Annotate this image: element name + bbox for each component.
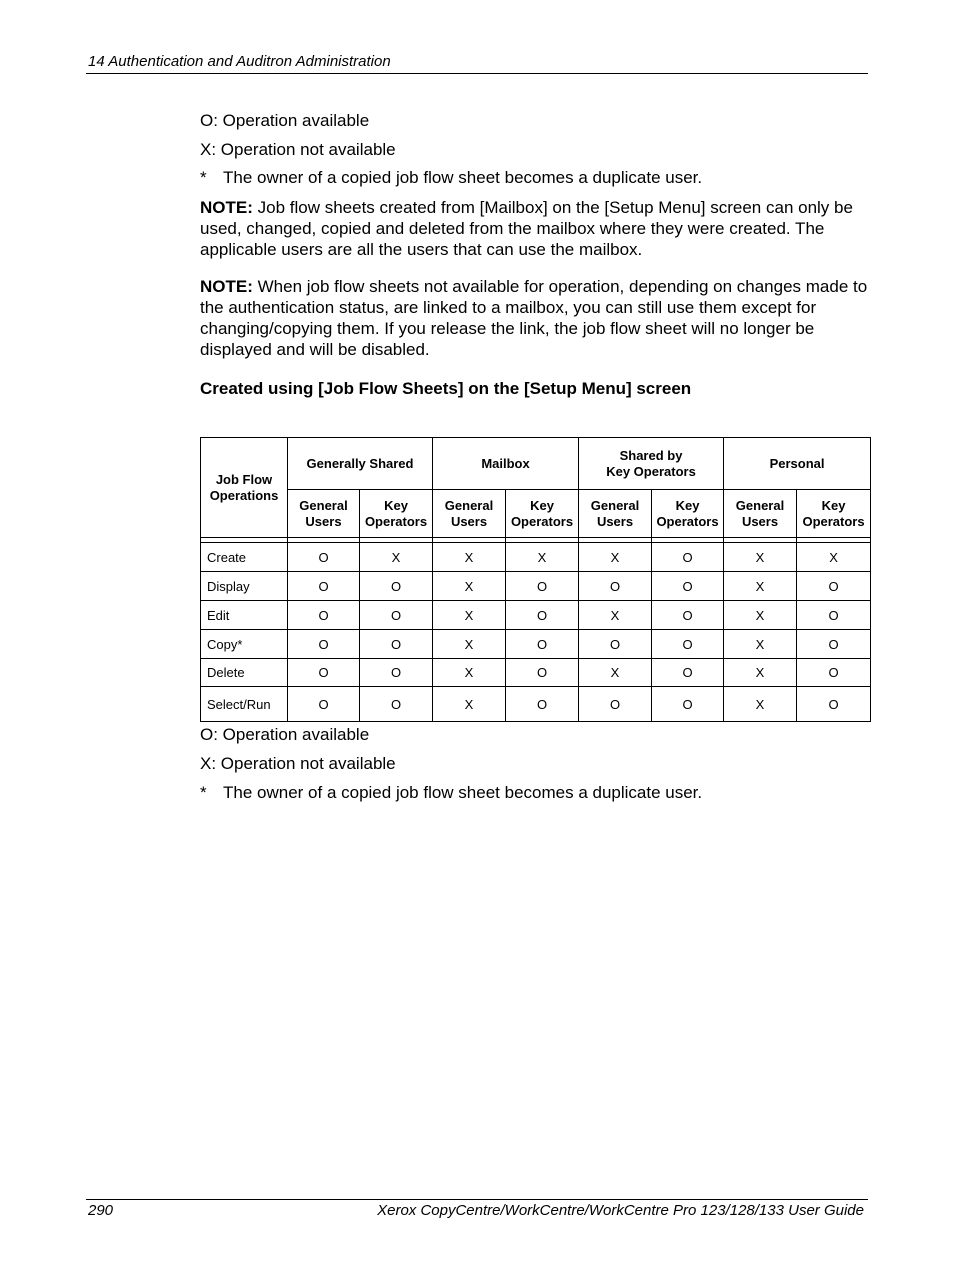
- permission-cell: X: [724, 659, 797, 687]
- legend-available: O: Operation available: [200, 111, 370, 130]
- permission-cell: O: [288, 601, 360, 630]
- note-text: Job flow sheets created from [Mailbox] on the [Setup Menu] screen can only be used, changed, copied and deleted from the mailbox where they were created. The applicable users are all the users that can use the mailbox.: [200, 198, 853, 259]
- header-shared-by-key-operators: Shared by Key Operators: [579, 438, 724, 490]
- header-mailbox: Mailbox: [433, 438, 579, 490]
- table-row: [201, 543, 871, 572]
- row-label: Edit: [201, 601, 288, 630]
- subheader-key-operators: Key Operators: [652, 490, 724, 538]
- legend-star: *: [200, 168, 207, 187]
- note-label: NOTE:: [200, 277, 253, 296]
- permission-cell: X: [579, 601, 652, 630]
- permission-cell: O: [360, 601, 433, 630]
- permission-cell: X: [433, 572, 506, 601]
- note-label: NOTE:: [200, 198, 253, 217]
- permission-cell: X: [724, 572, 797, 601]
- permission-cell: O: [506, 572, 579, 601]
- permission-cell: O: [360, 659, 433, 687]
- permission-cell: O: [797, 572, 871, 601]
- permission-cell: O: [506, 601, 579, 630]
- permission-cell: O: [360, 630, 433, 659]
- permission-cell: X: [797, 543, 871, 572]
- permission-cell: O: [288, 659, 360, 687]
- subheader-key-operators: Key Operators: [506, 490, 579, 538]
- subheader-general-users: General Users: [579, 490, 652, 538]
- note-mailbox: [200, 197, 870, 260]
- permission-cell: O: [652, 687, 724, 722]
- permission-cell: O: [652, 601, 724, 630]
- table-row: [201, 630, 871, 659]
- permission-cell: X: [506, 543, 579, 572]
- permission-cell: O: [506, 659, 579, 687]
- permission-cell: O: [506, 630, 579, 659]
- permission-cell: O: [797, 687, 871, 722]
- header-rule: [86, 73, 868, 74]
- page-number: 290: [88, 1202, 114, 1219]
- permission-cell: O: [288, 543, 360, 572]
- permission-cell: O: [579, 572, 652, 601]
- header-personal: Personal: [724, 438, 871, 490]
- table-row: [201, 601, 871, 630]
- table-row: [201, 687, 871, 722]
- permission-cell: O: [652, 543, 724, 572]
- permission-cell: O: [652, 630, 724, 659]
- subheader-general-users: General Users: [288, 490, 360, 538]
- permission-cell: X: [433, 630, 506, 659]
- permission-cell: O: [288, 687, 360, 722]
- note-authentication: [200, 276, 870, 360]
- footer-rule: [86, 1199, 868, 1200]
- permission-cell: O: [652, 572, 724, 601]
- permission-cell: X: [724, 687, 797, 722]
- table-body: [201, 543, 871, 722]
- permission-cell: O: [797, 659, 871, 687]
- row-label: Display: [201, 572, 288, 601]
- header-job-flow-operations: Job Flow Operations: [201, 438, 288, 538]
- permission-cell: O: [652, 659, 724, 687]
- permission-cell: X: [724, 543, 797, 572]
- section-title: Created using [Job Flow Sheets] on the [Setup Menu] screen: [200, 379, 692, 398]
- permission-cell: X: [579, 543, 652, 572]
- row-label: Select/Run: [201, 687, 288, 722]
- permission-cell: O: [579, 687, 652, 722]
- legend-duplicate-user: The owner of a copied job flow sheet becomes a duplicate user.: [223, 783, 703, 802]
- table-row: [201, 572, 871, 601]
- legend-star: *: [200, 783, 207, 802]
- permission-cell: X: [360, 543, 433, 572]
- guide-title: Xerox CopyCentre/WorkCentre/WorkCentre Pro 123/128/133 User Guide: [377, 1202, 864, 1219]
- legend-not-available: X: Operation not available: [200, 140, 396, 159]
- note-text: When job flow sheets not available for operation, depending on changes made to the authentication status, are linked to a mailbox, you can still use them except for changing/copying them. If you release the link, the job flow sheet will no longer be displayed and will be disabled.: [200, 277, 868, 359]
- permission-cell: O: [288, 630, 360, 659]
- row-label: Copy*: [201, 630, 288, 659]
- permission-cell: X: [433, 687, 506, 722]
- permission-cell: X: [433, 543, 506, 572]
- legend-not-available: X: Operation not available: [200, 754, 396, 773]
- subheader-general-users: General Users: [433, 490, 506, 538]
- permission-cell: X: [579, 659, 652, 687]
- row-label: Create: [201, 543, 288, 572]
- permission-cell: O: [360, 572, 433, 601]
- row-label: Delete: [201, 659, 288, 687]
- permission-cell: X: [724, 601, 797, 630]
- subheader-general-users: General Users: [724, 490, 797, 538]
- permission-cell: X: [433, 601, 506, 630]
- permission-cell: O: [797, 630, 871, 659]
- legend-available: O: Operation available: [200, 725, 370, 744]
- permission-cell: O: [288, 572, 360, 601]
- permission-cell: O: [506, 687, 579, 722]
- permission-cell: O: [579, 630, 652, 659]
- subheader-key-operators: Key Operators: [797, 490, 871, 538]
- legend-duplicate-user: The owner of a copied job flow sheet becomes a duplicate user.: [223, 168, 703, 187]
- permission-cell: X: [433, 659, 506, 687]
- header-generally-shared: Generally Shared: [288, 438, 433, 490]
- permission-cell: O: [360, 687, 433, 722]
- permission-cell: X: [724, 630, 797, 659]
- permission-cell: O: [797, 601, 871, 630]
- job-flow-permissions-table: [200, 437, 871, 722]
- table-row: [201, 659, 871, 687]
- running-header: 14 Authentication and Auditron Administration: [88, 53, 391, 70]
- subheader-key-operators: Key Operators: [360, 490, 433, 538]
